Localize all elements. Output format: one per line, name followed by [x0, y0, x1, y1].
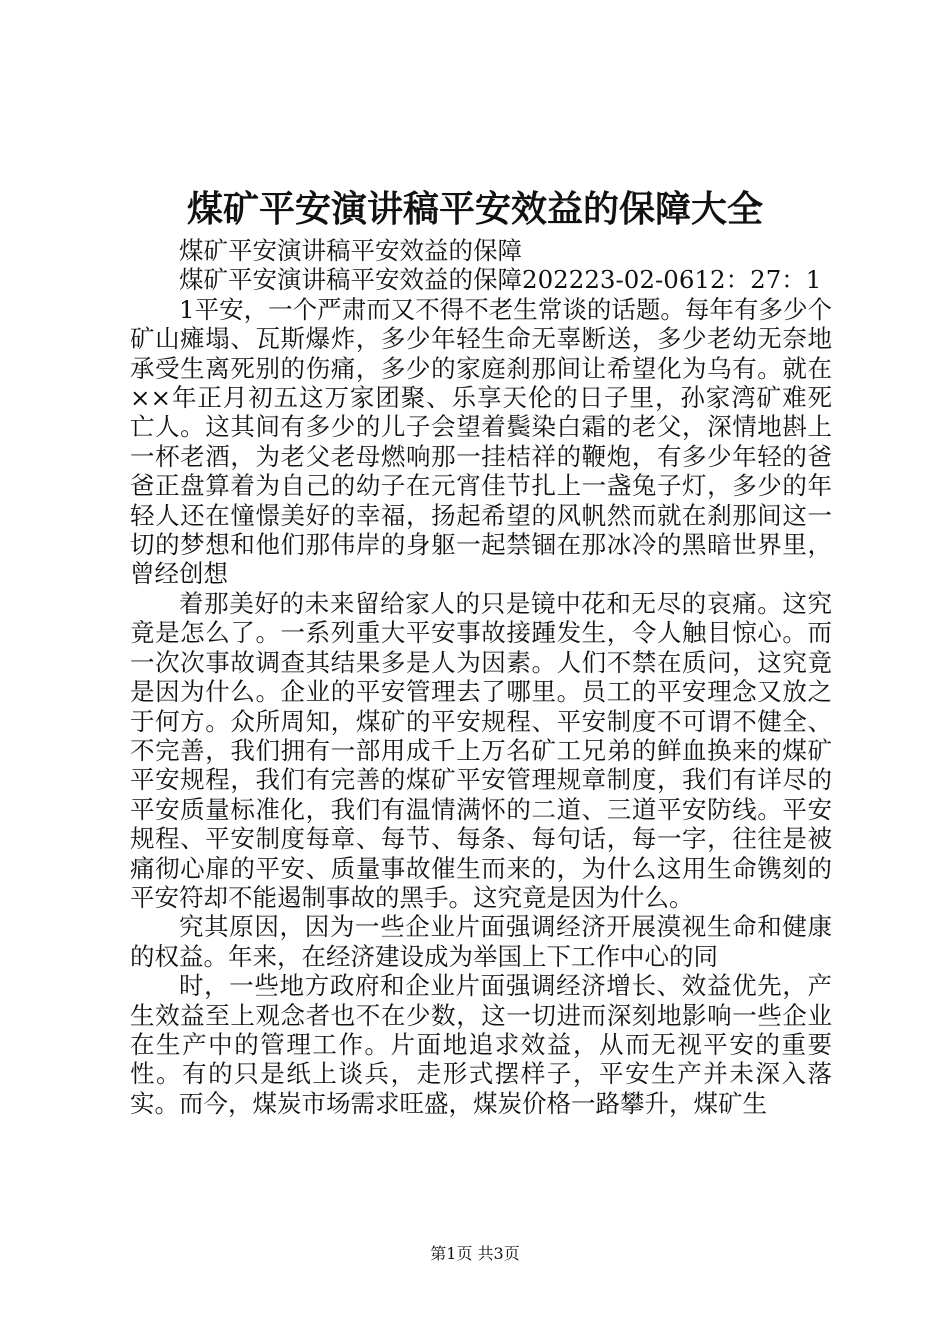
paragraph: 时，一些地方政府和企业片面强调经济增长、效益优先，产生效益至上观念者也不在少数，这一切进而深刻地影响一些企业在生产中的管理工作。片面地追求效益，从而无视平安的重要性。有的只是纸上谈兵，走形式摆样子，平安生产并未深入落实。而今，煤炭市场需求旺盛，煤炭价格一路攀升，煤矿生 [130, 971, 832, 1118]
paragraph: 究其原因，因为一些企业片面强调经济开展漠视生命和健康的权益。年来，在经济建设成为举国上下工作中心的同 [130, 912, 832, 971]
page-number-footer: 第1页 共3页 [430, 1244, 520, 1263]
paragraph: 着那美好的未来留给家人的只是镜中花和无尽的哀痛。这究竟是怎么了。一系列重大平安事故接踵发生，令人触目惊心。而一次次事故调查其结果多是人为因素。人们不禁在质问，这究竟是因为什么。企业的平安管理去了哪里。员工的平安理念又放之于何方。众所周知，煤矿的平安规程、平安制度不可谓不健全、不完善，我们拥有一部用成千上万名矿工兄弟的鲜血换来的煤矿平安规程，我们有完善的煤矿平安管理规章制度，我们有详尽的平安质量标准化，我们有温情满怀的二道、三道平安防线。平安规程、平安制度每章、每节、每条、每句话，每一字，往往是被痛彻心扉的平安、质量事故催生而来的，为什么这用生命镌刻的平安符却不能遏制事故的黑手。这究竟是因为什么。 [130, 588, 832, 912]
paragraph-subtitle: 煤矿平安演讲稿平安效益的保障 [179, 236, 522, 265]
paragraph-heading-date: 煤矿平安演讲稿平安效益的保障202223-02-0612：27：1 [179, 265, 822, 295]
document-body [130, 236, 832, 1118]
document-title: 煤矿平安演讲稿平安效益的保障大全 [186, 188, 763, 230]
paragraph: 1平安，一个严肃而又不得不老生常谈的话题。每年有多少个矿山瘫塌、瓦斯爆炸，多少年轻生命无辜断送，多少老幼无奈地承受生离死别的伤痛，多少的家庭刹那间让希望化为乌有。就在××年正月初五这万家团聚、乐享天伦的日子里，孙家湾矿难死亡人。这其间有多少的儿子会望着鬓染白霜的老父，深情地斟上一杯老酒，为老父老母燃响那一挂桔祥的鞭炮，有多少年轻的爸爸正盘算着为自己的幼子在元宵佳节扎上一盏兔子灯，多少的年轻人还在憧憬美好的幸福，扬起希望的风帆然而就在刹那间这一切的梦想和他们那伟岸的身躯一起禁锢在那冰冷的黑暗世界里，曾经创想 [130, 294, 832, 589]
